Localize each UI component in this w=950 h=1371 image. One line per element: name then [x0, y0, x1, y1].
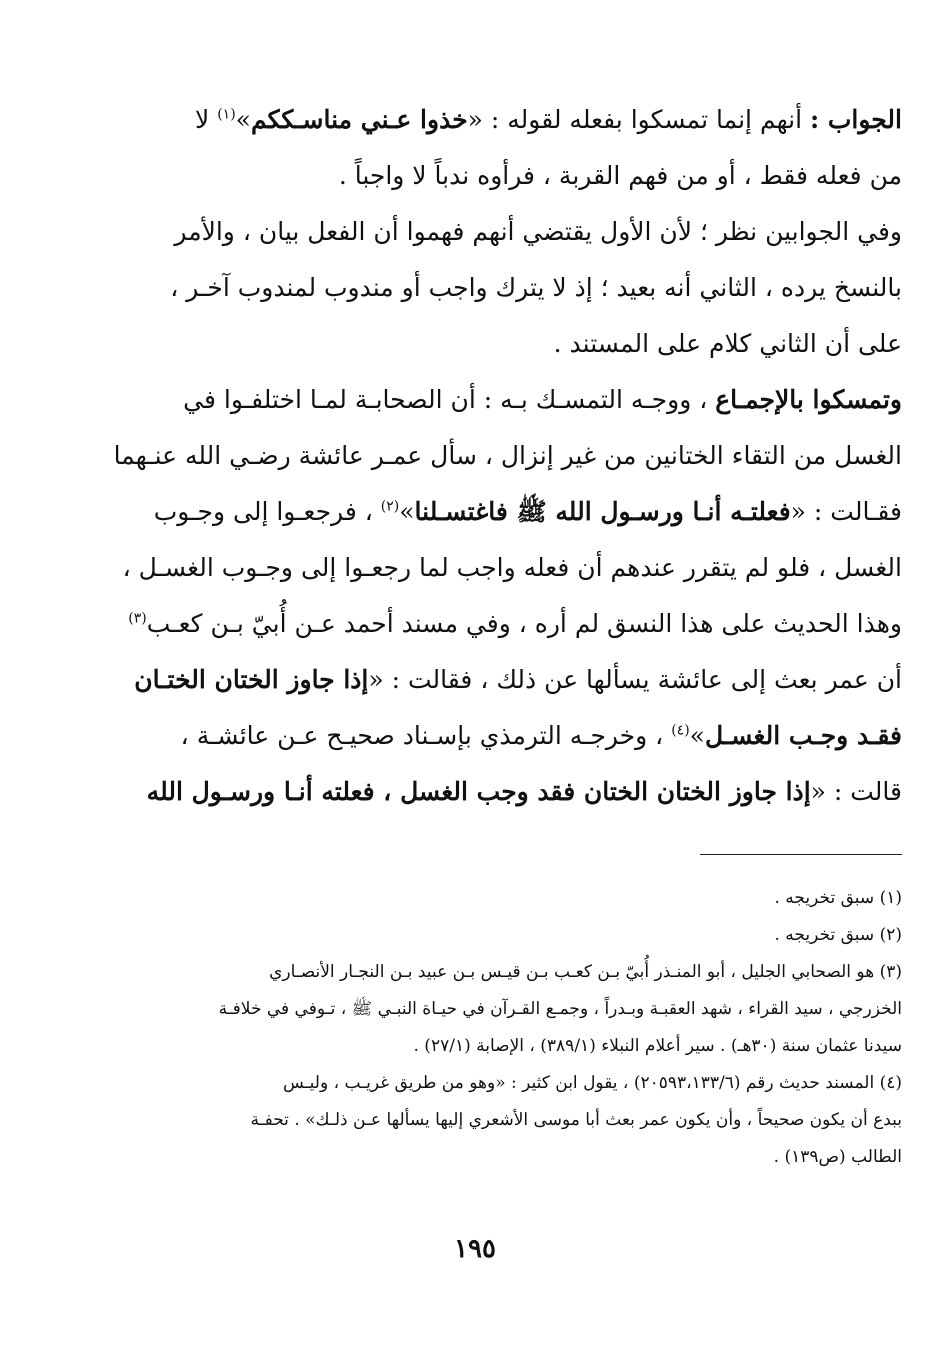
hadith-quote: إذا جاوز الختان الختـان	[134, 665, 369, 694]
footnote: (٢) سبق تخريجه .	[774, 925, 902, 945]
text-run: أنهم إنما تمسكوا بفعله لقوله : «	[467, 105, 810, 134]
footnote-line: الخزرجي ، سيد القراء ، شهد العقبـة وبـدراً ، وجمـع القـرآن في حيـاة النبـي ﷺ ، تـوفي في خلافـة	[218, 999, 902, 1019]
text-line	[150, 708, 902, 764]
footnote-line: ببدع أن يكون صحيحاً ، وأن يكون عمر بعث أبا موسى الأشعري إليها يسألها عـن ذلـك» . تحفـة	[250, 1110, 902, 1130]
text-line: من فعله فقط ، أو من فهم القربة ، فرأوه ندباً لا واجباً .	[338, 161, 902, 190]
text-line: الغسل من التقاء الختانين من غير إنزال ، سأل عمـر عائشة رضـي الله عنـهما	[113, 441, 902, 470]
text-line: بالنسخ يرده ، الثاني أنه بعيد ؛ إذ لا يترك واجب أو مندوب لمندوب آخـر ،	[170, 273, 902, 302]
text-line: وفي الجوابين نظر ؛ لأن الأول يقتضي أنهم فهموا أن الفعل بيان ، والأمر	[174, 217, 902, 246]
text-run: »	[399, 497, 415, 526]
text-line	[134, 652, 902, 708]
page-number: ١٩٥	[454, 1234, 496, 1264]
text-line	[150, 484, 902, 540]
text-run: ، فرجعـوا إلى وجـوب	[153, 497, 381, 526]
footnote: (٤) المسند حديث رقم (٢٠٥٩٣،١٣٣/٦) ، يقول ابن كثير : «وهو من طريق غريـب ، وليـس	[283, 1073, 902, 1093]
footnote-line: الطالب (ص١٣٩) .	[773, 1147, 902, 1167]
hadith-quote: إذا جاوز الختان الختان فقد وجب الغسل ، فعلته أنـا ورسـول الله	[146, 777, 811, 806]
hadith-quote: فقـد وجـب الغسـل	[704, 721, 902, 750]
text-line	[150, 372, 902, 428]
text-run: »	[689, 721, 705, 750]
main-text	[113, 92, 902, 820]
text-run: قالت : «	[810, 777, 902, 806]
text-run: وهذا الحديث على هذا النسق لم أره ، وفي مسند أحمد عـن أُبيّ بـن كعـب	[146, 609, 902, 638]
text-run: ، وخرجـه الترمذي بإسـناد صحيـح عـن عائشـة ،	[180, 721, 672, 750]
footnote-marker: (١)	[217, 106, 236, 123]
footnote: (١) سبق تخريجه .	[774, 888, 902, 908]
text-line	[128, 596, 902, 652]
footnotes	[150, 880, 902, 1176]
footnote-marker: (٤)	[671, 722, 690, 739]
text-run: أن عمر بعث إلى عائشة يسألها عن ذلك ، فقالت : «	[368, 665, 902, 694]
footnote-marker: (٣)	[128, 610, 147, 627]
text-line	[150, 92, 902, 148]
section-lead: وتمسكوا بالإجمـاع	[715, 385, 902, 414]
text-line	[146, 764, 902, 820]
text-run: ، ووجـه التمسـك بـه : أن الصحابـة لمـا اختلفـوا في	[183, 385, 716, 414]
footnote-marker: (٢)	[380, 498, 400, 515]
hadith-quote: فعلتـه أنـا ورسـول الله ﷺ فاغتسـلنا	[414, 497, 791, 526]
answer-lead: الجواب :	[809, 105, 902, 134]
text-run: فقـالت : «	[790, 497, 902, 526]
footnote: (٣) هو الصحابي الجليل ، أبو المنـذر أُبيّ بـن كعـب بـن قيـس بـن عبيد بـن النجـار الأنصـاري	[269, 962, 902, 982]
hadith-quote: خذوا عـني مناسـككم	[250, 105, 468, 134]
text-line: الغسل ، فلو لم يتقرر عندهم أن فعله واجب لما رجعـوا إلى وجـوب الغسـل ،	[122, 553, 902, 582]
footnote-separator	[700, 854, 902, 855]
text-run: لا	[194, 105, 218, 134]
text-line: على أن الثاني كلام على المستند .	[553, 329, 902, 358]
footnote-line: سيدنا عثمان سنة (٣٠هـ) . سير أعلام النبلاء (٣٨٩/١) ، الإصابة (٢٧/١) .	[413, 1036, 902, 1056]
text-run: »	[235, 105, 251, 134]
